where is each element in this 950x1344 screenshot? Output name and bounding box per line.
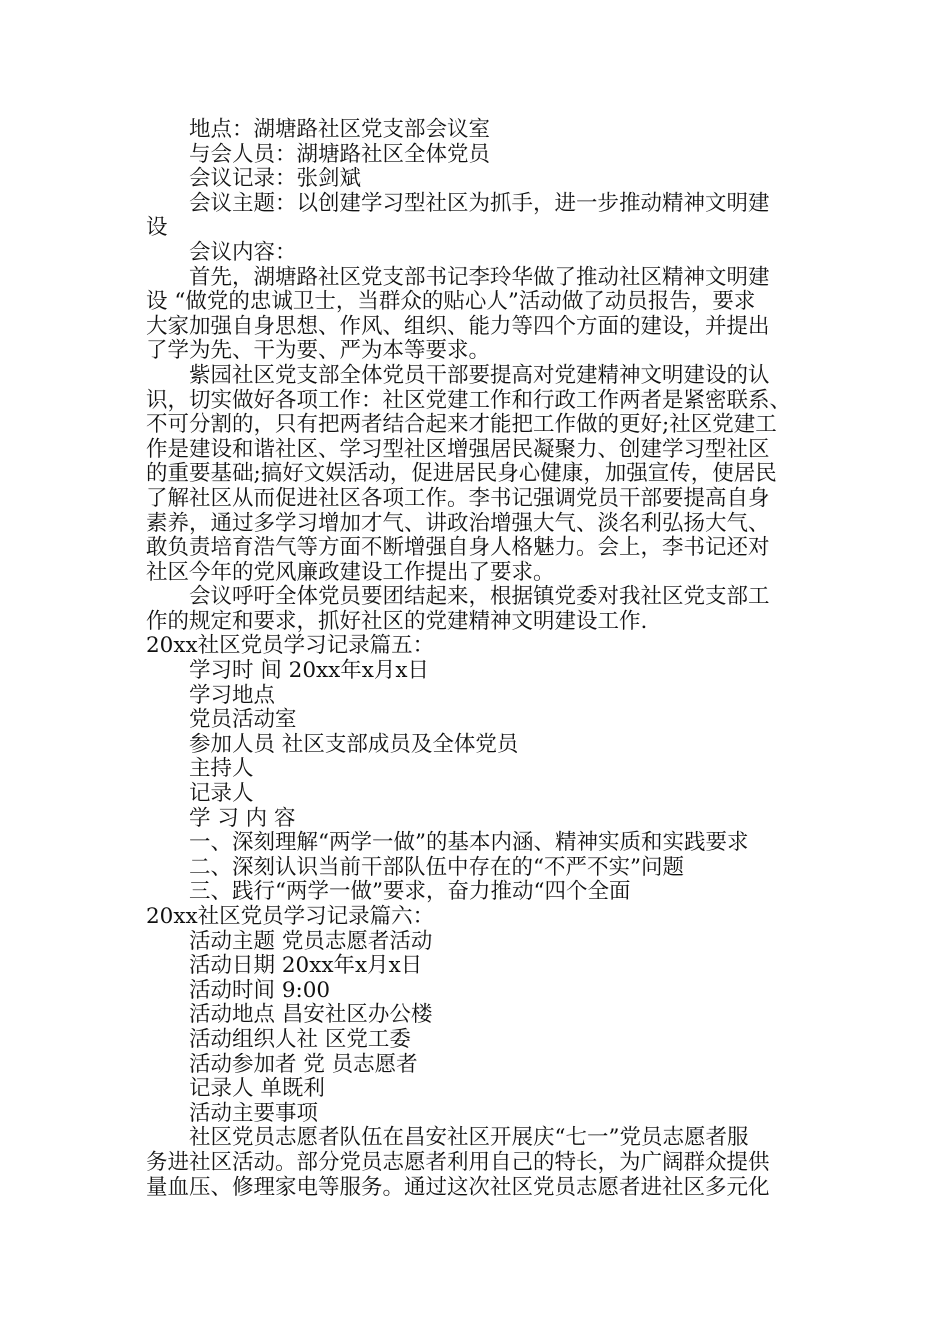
section5-line: 一、深刻理解“两学一做”的基本内涵、精神实质和实践要求 — [189, 830, 749, 856]
paragraph-line: 会议呼吁全体党员要团结起来，根据镇党委对我社区党支部工 — [189, 584, 770, 610]
section6-line: 活动主要事项 — [189, 1100, 319, 1126]
section5-line: 党员活动室 — [189, 707, 297, 733]
section6-heading: 20xx社区党员学习记录篇六： — [146, 904, 435, 929]
meeting-topic: 会议主题：以创建学习型社区为抓手，进一步推动精神文明建 — [189, 190, 770, 216]
section5-heading: 20xx社区党员学习记录篇五： — [146, 633, 435, 659]
paragraph-line: 务进社区活动。部分党员志愿者利用自己的特长，为广阔群众提供 — [146, 1149, 770, 1175]
section5-line: 主持人 — [189, 756, 254, 782]
meeting-topic-continued: 设 — [146, 215, 168, 241]
paragraph-line: 紫园社区党支部全体党员干部要提高对党建精神文明建设的认 — [189, 362, 770, 388]
section5-line: 三、践行“两学一做”要求，奋力推动“四个全面 — [189, 879, 631, 905]
meeting-attendees: 与会人员：湖塘路社区全体党员 — [189, 141, 491, 167]
paragraph-line: 设 “做党的忠诚卫士，当群众的贴心人”活动做了动员报告，要求 — [146, 289, 756, 315]
paragraph-line: 了学为先、干为要、严为本等要求。 — [146, 338, 491, 364]
section6-line: 活动组织人社 区党工委 — [189, 1026, 411, 1052]
section6-line: 活动时间 9:00 — [189, 977, 331, 1003]
paragraph-line: 大家加强自身思想、作风、组织、能力等四个方面的建设，并提出 — [146, 313, 770, 339]
section6-line: 活动地点 昌安社区办公楼 — [189, 1002, 433, 1028]
paragraph-line: 了解社区从而促进社区各项工作。李书记强调党员干部要提高自身 — [146, 485, 770, 511]
section5-line: 学 习 内 容 — [189, 805, 296, 831]
section6-line: 活动主题 党员志愿者活动 — [189, 928, 433, 954]
meeting-location: 地点：湖塘路社区党支部会议室 — [189, 117, 491, 142]
paragraph-line: 首先，湖塘路社区党支部书记李玲华做了推动社区精神文明建 — [189, 264, 770, 290]
paragraph-line: 识，切实做好各项工作：社区党建工作和行政工作两者是紧密联系、 — [146, 387, 792, 413]
section6-line: 记录人 单既利 — [189, 1076, 325, 1102]
paragraph-line: 素养，通过多学习增加才气、讲政治增强大气、淡名利弘扬大气、 — [146, 510, 770, 536]
paragraph-line: 的重要基础;搞好文娱活动，促进居民身心健康，加强宣传，使居民 — [146, 461, 777, 487]
meeting-content-label: 会议内容： — [189, 239, 297, 265]
section5-line: 学习地点 — [189, 682, 276, 708]
paragraph-line: 社区党员志愿者队伍在昌安社区开展庆“七一”党员志愿者服 — [189, 1125, 749, 1151]
section6-line: 活动日期 20xx年x月x日 — [189, 953, 423, 979]
section5-line: 记录人 — [189, 781, 254, 807]
section5-line: 参加人员 社区支部成员及全体党员 — [189, 731, 519, 757]
meeting-recorder: 会议记录：张剑斌 — [189, 166, 362, 192]
paragraph-line: 量血压、修理家电等服务。通过这次社区党员志愿者进社区多元化 — [146, 1174, 770, 1200]
paragraph-line: 敢负责培育浩气等方面不断增强自身人格魅力。会上，李书记还对 — [146, 535, 770, 561]
paragraph-line: 社区今年的党风廉政建设工作提出了要求。 — [146, 559, 555, 585]
section6-line: 活动参加者 党 员志愿者 — [189, 1051, 418, 1077]
paragraph-line: 作的规定和要求，抓好社区的党建精神文明建设工作. — [146, 608, 648, 634]
section5-line: 学习时 间 20xx年x月x日 — [189, 658, 430, 684]
paragraph-line: 不可分割的，只有把两者结合起来才能把工作做的更好;社区党建工 — [146, 412, 777, 438]
document-page — [146, 118, 810, 1200]
paragraph-line: 作是建设和谐社区、学习型社区增强居民凝聚力、创建学习型社区 — [146, 436, 770, 462]
section5-line: 二、深刻认识当前干部队伍中存在的“不严不实”问题 — [189, 854, 684, 880]
